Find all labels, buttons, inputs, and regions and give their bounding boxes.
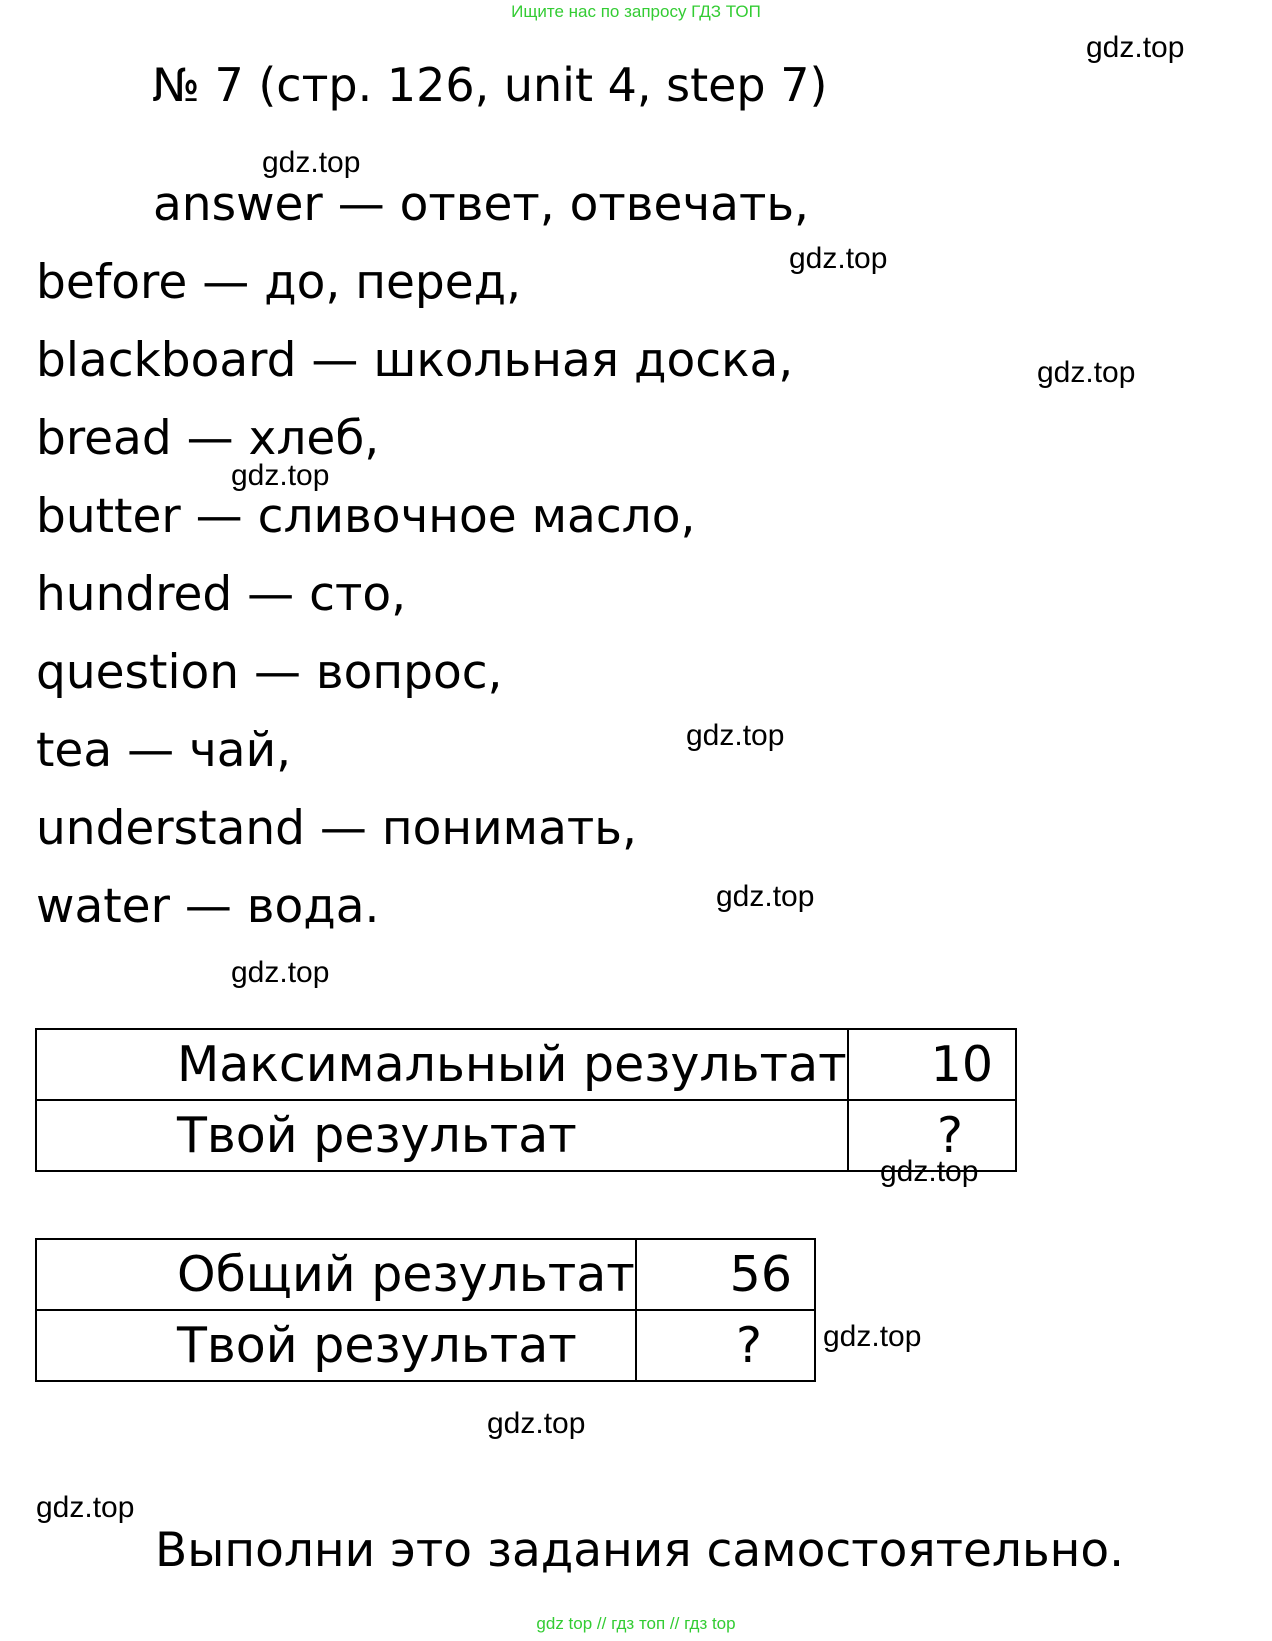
vocab-line: understand — понимать, [36, 801, 637, 856]
table-cell-value: ? [848, 1100, 1016, 1171]
watermark: gdz.top [789, 242, 888, 275]
watermark: gdz.top [36, 1491, 135, 1524]
table-cell-label: Общий результат [36, 1239, 636, 1310]
table-row [36, 1239, 815, 1310]
vocab-line: before — до, перед, [36, 255, 522, 310]
max-result-table [35, 1028, 1017, 1172]
table-cell-label: Твой результат [36, 1100, 848, 1171]
top-banner: Ищите нас по запросу ГДЗ ТОП [511, 2, 761, 21]
page-title: № 7 (стр. 126, unit 4, step 7) [152, 58, 828, 112]
vocab-line: water — вода. [36, 879, 380, 934]
final-note: Выполни это задания самостоятельно. [155, 1523, 1125, 1578]
watermark: gdz.top [262, 146, 361, 179]
table-cell-value: ? [636, 1310, 815, 1381]
table-row [36, 1100, 1016, 1171]
watermark: gdz.top [487, 1407, 586, 1440]
watermark: gdz.top [231, 956, 330, 989]
vocab-line: blackboard — школьная доска, [36, 333, 794, 388]
watermark: gdz.top [716, 880, 815, 913]
vocab-line: answer — ответ, отвечать, [153, 177, 809, 232]
table-row [36, 1310, 815, 1381]
total-result-table [35, 1238, 816, 1382]
watermark: gdz.top [1037, 356, 1136, 389]
watermark: gdz.top [1086, 31, 1185, 64]
footer-watermark: gdz top // гдз топ // гдз top [536, 1614, 736, 1633]
table-cell-label: Твой результат [36, 1310, 636, 1381]
watermark: gdz.top [880, 1155, 979, 1188]
table-cell-label: Максимальный результат [36, 1029, 848, 1100]
vocab-line: hundred — сто, [36, 567, 407, 622]
table-cell-value: 56 [636, 1239, 815, 1310]
vocab-line: tea — чай, [36, 723, 292, 778]
watermark: gdz.top [231, 459, 330, 492]
vocab-line: bread — хлеб, [36, 411, 380, 466]
watermark: gdz.top [823, 1320, 922, 1353]
vocab-line: question — вопрос, [36, 645, 503, 700]
table-row [36, 1029, 1016, 1100]
vocab-line: butter — сливочное масло, [36, 489, 696, 544]
watermark: gdz.top [686, 719, 785, 752]
table-cell-value: 10 [848, 1029, 1016, 1100]
